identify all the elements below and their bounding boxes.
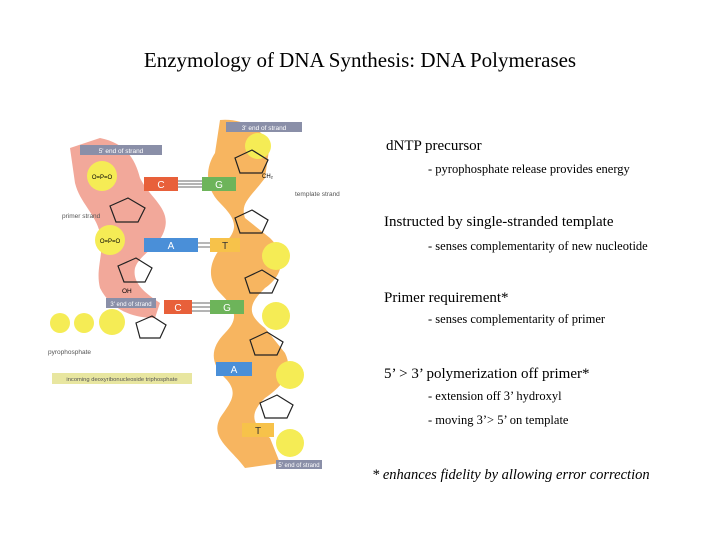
primer-strand-label: primer strand <box>62 213 101 220</box>
five-prime-end-strand-label: 5' end of strand <box>98 148 144 155</box>
point-4-heading: 5’ > 3’ polymerization off primer* <box>384 366 590 382</box>
dna-synthesis-figure <box>40 118 340 478</box>
ch2-label: CH₂ <box>262 174 273 180</box>
three-prime-end-top-label: 3' end of strand <box>241 125 287 132</box>
phosphate-formula: O=P=O <box>91 175 113 181</box>
five-prime-end-bottom-label: 5' end of strand <box>278 463 320 469</box>
sugar-ring <box>136 316 166 338</box>
point-1-sub: - pyrophosphate release provides energy <box>428 162 630 176</box>
footnote: * enhances fidelity by allowing error correction <box>372 467 650 483</box>
point-3-heading: Primer requirement* <box>384 290 509 306</box>
point-2-sub: - senses complementarity of new nucleotide <box>428 239 648 253</box>
sugar-ring <box>260 395 293 418</box>
base-a-label: A <box>167 241 175 252</box>
slide-title: Enzymology of DNA Synthesis: DNA Polymerases <box>143 48 577 72</box>
phosphate-icon <box>276 361 304 389</box>
point-4-sub-1: - extension off 3’ hydroxyl <box>428 389 562 403</box>
phosphate-icon <box>99 309 125 335</box>
point-4-sub-2: - moving 3’> 5’ on template <box>428 413 569 427</box>
phosphate-icon <box>50 313 70 333</box>
incoming-dntp-label: incoming deoxyribonucleoside triphosphate <box>66 377 178 383</box>
phosphate-icon <box>245 133 271 159</box>
three-prime-end-primer-label: 3' end of strand <box>110 302 152 308</box>
base-c-label: C <box>174 303 182 314</box>
template-strand-backbone <box>208 120 288 468</box>
pyrophosphate-label: pyrophosphate <box>48 349 92 356</box>
base-t-label: T <box>221 241 229 252</box>
phosphate-icon <box>262 302 290 330</box>
base-a-label: A <box>230 365 238 376</box>
point-1-heading: dNTP precursor <box>386 138 482 154</box>
phosphate-icon <box>276 429 304 457</box>
phosphate-icon <box>74 313 94 333</box>
phosphate-icon <box>262 242 290 270</box>
point-3-sub: - senses complementarity of primer <box>428 312 606 326</box>
base-g-label: G <box>215 180 223 191</box>
base-t-label: T <box>254 426 262 437</box>
template-strand-label: template strand <box>295 191 340 198</box>
point-2-heading: Instructed by single-stranded template <box>384 214 614 230</box>
phosphate-formula: O=P=O <box>99 239 121 245</box>
base-c-label: C <box>157 180 165 191</box>
oh-label: OH <box>122 288 132 295</box>
base-g-label: G <box>223 303 231 314</box>
